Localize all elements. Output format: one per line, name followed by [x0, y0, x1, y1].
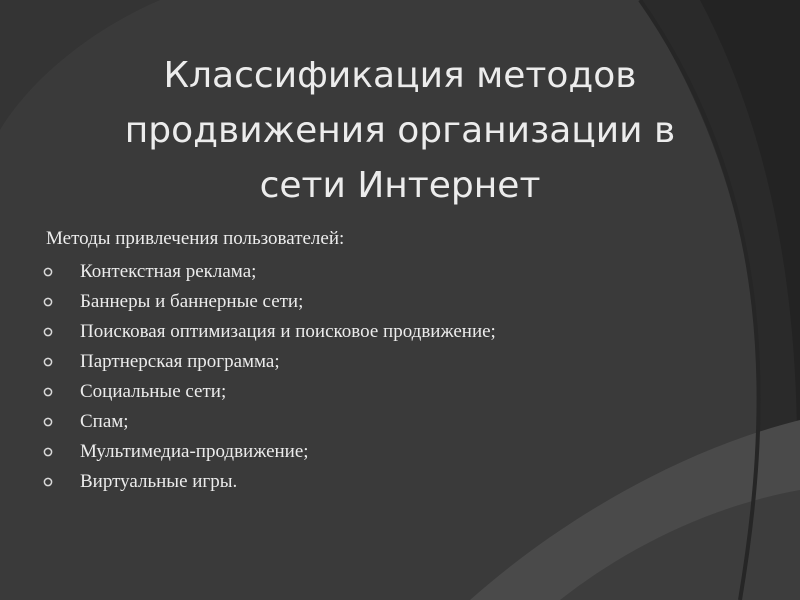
circle-ring-icon — [43, 267, 53, 277]
circle-ring-icon — [43, 387, 53, 397]
list-item — [40, 347, 680, 377]
list-item — [40, 257, 680, 287]
circle-ring-icon — [43, 297, 53, 307]
list-item-text: Спам; — [80, 411, 129, 432]
list-item-text: Социальные сети; — [80, 381, 227, 402]
circle-ring-icon — [43, 477, 53, 487]
list-item — [40, 317, 680, 347]
title-line: продвижения организации в — [124, 110, 676, 152]
list-item — [40, 437, 680, 467]
title-line: Классификация методов — [163, 55, 637, 97]
list-item-text: Поисковая оптимизация и поисковое продвижение; — [80, 321, 496, 342]
methods-list — [40, 257, 680, 497]
list-item-text: Контекстная реклама; — [80, 261, 257, 282]
circle-ring-icon — [43, 417, 53, 427]
circle-ring-icon — [43, 327, 53, 337]
intro-text: Методы привлечения пользователей: — [46, 228, 345, 249]
circle-ring-icon — [43, 447, 53, 457]
list-item — [40, 407, 680, 437]
circle-ring-icon — [43, 357, 53, 367]
title-line: сети Интернет — [259, 165, 541, 207]
list-item-text: Баннеры и баннерные сети; — [80, 291, 304, 312]
slide-title — [60, 48, 740, 213]
list-item — [40, 467, 680, 497]
list-item — [40, 377, 680, 407]
list-item-text: Партнерская программа; — [80, 351, 280, 372]
slide-body — [40, 224, 680, 497]
list-item — [40, 287, 680, 317]
list-item-text: Виртуальные игры. — [80, 471, 238, 492]
list-item-text: Мультимедиа-продвижение; — [80, 441, 309, 462]
